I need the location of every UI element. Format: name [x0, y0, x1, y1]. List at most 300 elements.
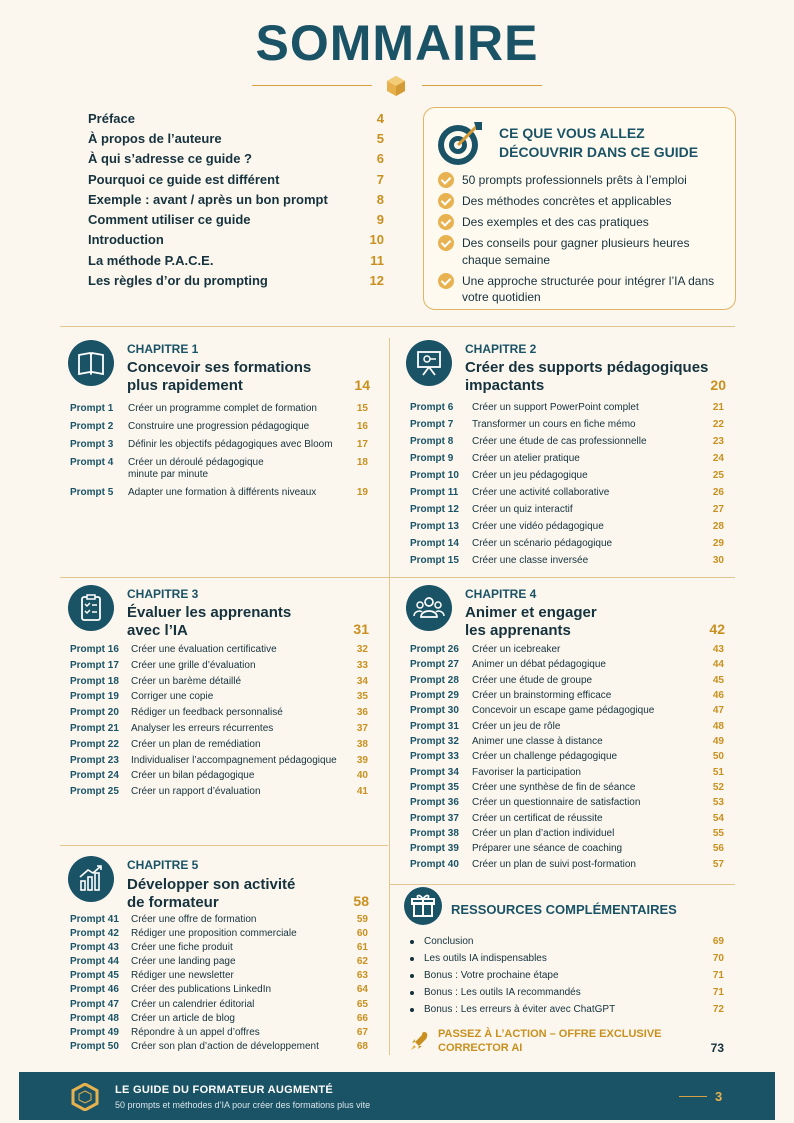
- prompt-number: Prompt 29: [410, 690, 459, 702]
- resources-title: RESSOURCES COMPLÉMENTAIRES: [451, 902, 677, 917]
- footer-title: LE GUIDE DU FORMATEUR AUGMENTÉ: [115, 1084, 333, 1096]
- prompt-row[interactable]: [70, 956, 368, 970]
- prompt-row[interactable]: [410, 843, 724, 858]
- resource-row[interactable]: [410, 933, 724, 950]
- discover-title-line2: DÉCOUVRIR DANS CE GUIDE: [499, 144, 699, 160]
- prompt-page: 56: [712, 843, 724, 855]
- prompt-page: 32: [356, 644, 368, 655]
- prompt-number: Prompt 37: [410, 812, 459, 824]
- prompt-title: Créer un calendrier éditorial: [131, 998, 255, 1010]
- resource-page: 71: [712, 970, 724, 981]
- prompt-row[interactable]: [70, 487, 368, 505]
- toc-label: Pourquoi ce guide est différent: [88, 171, 280, 187]
- prompt-title: Créer une étude de cas professionnelle: [472, 436, 647, 447]
- chapter-label: CHAPITRE 4: [465, 587, 537, 601]
- toc-row[interactable]: [88, 209, 384, 229]
- prompt-title: Créer une synthèse de fin de séance: [472, 782, 636, 794]
- prompt-title: Rédiger une proposition commerciale: [131, 928, 297, 940]
- prompt-number: Prompt 33: [410, 751, 459, 763]
- prompt-row[interactable]: [410, 828, 724, 843]
- prompt-title: Créer une fiche produit: [131, 942, 233, 954]
- prompt-number: Prompt 39: [410, 843, 459, 855]
- prompt-row[interactable]: [410, 419, 724, 436]
- discover-item-text: Des exemples et des cas pratiques: [462, 215, 649, 229]
- prompt-row[interactable]: [410, 555, 724, 572]
- prompt-row[interactable]: [410, 453, 724, 470]
- prompt-list: [70, 914, 368, 1055]
- prompt-row[interactable]: [70, 928, 368, 942]
- prompt-page: 15: [356, 403, 368, 414]
- cta-line2: CORRECTOR AI: [438, 1042, 523, 1054]
- discover-item-text: Des méthodes concrètes et applicables: [462, 194, 672, 208]
- prompt-number: Prompt 35: [410, 782, 459, 794]
- prompt-row[interactable]: [410, 705, 724, 720]
- prompt-title: Individualiser l’accompagnement pédagogique: [131, 754, 337, 766]
- prompt-title: Créer une offre de formation: [131, 914, 257, 925]
- prompt-page: 62: [356, 956, 368, 968]
- prompt-row[interactable]: [410, 675, 724, 690]
- prompt-number: Prompt 46: [70, 984, 119, 996]
- prompt-row[interactable]: [70, 1013, 368, 1027]
- prompt-page: 30: [712, 555, 724, 566]
- presentation-board-icon: [406, 340, 452, 386]
- toc-label: Les règles d’or du prompting: [88, 273, 268, 289]
- prompt-row[interactable]: [70, 942, 368, 956]
- prompt-list: [70, 403, 368, 505]
- check-icon: [438, 273, 454, 289]
- bullet-icon: [410, 974, 414, 978]
- front-matter-toc: [88, 108, 384, 291]
- footer-page-number: 3: [715, 1089, 723, 1104]
- chapter-label: CHAPITRE 2: [465, 342, 537, 356]
- prompt-title: Créer une vidéo pédagogique: [472, 521, 604, 532]
- prompt-page: 39: [356, 754, 368, 766]
- prompt-page: 46: [712, 690, 724, 702]
- prompt-title: Créer un atelier pratique: [472, 453, 580, 464]
- discover-item: [438, 193, 728, 210]
- check-icon: [438, 172, 454, 188]
- footer-line: [679, 1096, 707, 1097]
- toc-row[interactable]: [88, 189, 384, 209]
- rocket-icon: [410, 1030, 430, 1052]
- prompt-row[interactable]: [410, 402, 724, 419]
- prompt-number: Prompt 30: [410, 705, 459, 717]
- prompt-row[interactable]: [70, 770, 368, 786]
- discover-item: [438, 235, 728, 268]
- prompt-row[interactable]: [70, 755, 368, 771]
- open-book-icon: [68, 340, 114, 386]
- cta-page: 73: [710, 1041, 724, 1055]
- prompt-page: 29: [712, 538, 724, 549]
- prompt-row[interactable]: [70, 691, 368, 707]
- prompt-row[interactable]: [410, 470, 724, 487]
- chapter-page: 31: [353, 621, 369, 637]
- prompt-title: Créer une landing page: [131, 956, 236, 968]
- toc-page: 4: [376, 110, 384, 126]
- page-title: SOMMAIRE: [255, 15, 539, 71]
- prompt-number: Prompt 26: [410, 644, 459, 655]
- prompt-number: Prompt 3: [70, 439, 114, 450]
- divider: [60, 577, 735, 578]
- toc-page: 8: [376, 191, 384, 207]
- prompt-number: Prompt 10: [410, 470, 459, 481]
- prompt-number: Prompt 47: [70, 998, 119, 1010]
- prompt-title: Créer une classe inversée: [472, 555, 589, 566]
- prompt-page: 16: [356, 421, 368, 432]
- resource-title: Les outils IA indispensables: [424, 953, 547, 964]
- prompt-row[interactable]: [410, 521, 724, 538]
- prompt-row[interactable]: [410, 797, 724, 812]
- toc-page: 12: [369, 273, 384, 289]
- prompt-title: Créer un quiz interactif: [472, 504, 573, 515]
- prompt-row[interactable]: [70, 707, 368, 723]
- prompt-page: 21: [712, 402, 724, 413]
- toc-label: Préface: [88, 110, 135, 126]
- prompt-page: 64: [356, 984, 368, 996]
- prompt-number: Prompt 22: [70, 738, 119, 750]
- prompt-number: Prompt 36: [410, 797, 459, 809]
- prompt-row[interactable]: [70, 1027, 368, 1041]
- prompt-title: Créer une étude de groupe: [472, 674, 593, 686]
- chapter-title-line1: Animer et engager: [465, 604, 597, 621]
- prompt-number: Prompt 1: [70, 403, 114, 414]
- prompt-page: 68: [356, 1040, 368, 1052]
- prompt-page: 28: [712, 521, 724, 532]
- chapter-title-line1: Développer son activité: [127, 876, 296, 893]
- prompt-number: Prompt 15: [410, 555, 459, 566]
- divider: [60, 845, 388, 846]
- resource-title: Conclusion: [424, 936, 474, 947]
- chapter-label: CHAPITRE 3: [127, 587, 199, 601]
- footer-subtitle: 50 prompts et méthodes d’IA pour créer des formations plus vite: [115, 1100, 371, 1110]
- prompt-row[interactable]: [410, 721, 724, 736]
- chapter-page: 42: [709, 621, 725, 637]
- prompt-title: Créer un bilan pédagogique: [131, 770, 255, 782]
- prompt-title: Animer un débat pédagogique: [472, 659, 606, 671]
- prompt-number: Prompt 9: [410, 453, 454, 464]
- prompt-list: [410, 644, 724, 874]
- prompt-page: 34: [356, 675, 368, 687]
- divider: [390, 884, 735, 885]
- prompt-title: Favoriser la participation: [472, 766, 581, 778]
- prompt-page: 37: [356, 722, 368, 734]
- bullet-icon: [410, 940, 414, 944]
- group-people-icon: [406, 585, 452, 631]
- prompt-row[interactable]: [70, 644, 368, 660]
- prompt-number: Prompt 48: [70, 1012, 119, 1024]
- cta-text[interactable]: [438, 1027, 662, 1055]
- toc-row[interactable]: [88, 128, 384, 148]
- prompt-row[interactable]: [70, 457, 368, 487]
- prompt-title: Créer une grille d’évaluation: [131, 659, 256, 671]
- prompt-title: Créer un brainstorming efficace: [472, 690, 612, 702]
- hexagon-logo-icon: [71, 1083, 99, 1111]
- toc-row[interactable]: [88, 149, 384, 169]
- footer-bar: [19, 1072, 775, 1120]
- prompt-list: [70, 644, 368, 802]
- resource-row[interactable]: [410, 1001, 724, 1018]
- bullet-icon: [410, 991, 414, 995]
- bullet-icon: [410, 957, 414, 961]
- prompt-row[interactable]: [70, 914, 368, 928]
- chapter-title[interactable]: [127, 359, 311, 395]
- prompt-title: Transformer un cours en fiche mémo: [472, 419, 636, 430]
- prompt-number: Prompt 28: [410, 674, 459, 686]
- resource-row[interactable]: [410, 950, 724, 967]
- chapter-title[interactable]: [127, 876, 295, 912]
- prompt-row[interactable]: [70, 439, 368, 457]
- prompt-title: Concevoir un escape game pédagogique: [472, 705, 655, 717]
- prompt-title: Créer un jeu pédagogique: [472, 470, 588, 481]
- discover-item: [438, 172, 728, 189]
- prompt-page: 57: [712, 858, 724, 870]
- prompt-page: 59: [356, 914, 368, 925]
- check-icon: [438, 193, 454, 209]
- prompt-number: Prompt 20: [70, 707, 119, 719]
- gift-icon: [404, 887, 442, 925]
- prompt-page: 66: [356, 1012, 368, 1024]
- toc-page: 10: [369, 232, 384, 248]
- prompt-row[interactable]: [410, 504, 724, 521]
- prompt-page: 36: [356, 707, 368, 719]
- prompt-row[interactable]: [70, 786, 368, 802]
- prompt-number: Prompt 7: [410, 419, 454, 430]
- toc-page: 6: [376, 151, 384, 167]
- prompt-page: 38: [356, 738, 368, 750]
- prompt-row[interactable]: [410, 813, 724, 828]
- prompt-page: 40: [356, 770, 368, 782]
- prompt-page: 25: [712, 470, 724, 481]
- chapter-title-line2: impactants: [465, 377, 545, 394]
- prompt-title: Corriger une copie: [131, 691, 214, 703]
- prompt-title: Créer une évaluation certificative: [131, 644, 277, 655]
- chapter-title-line1: Créer des supports pédagogiques: [465, 359, 709, 376]
- prompt-row[interactable]: [70, 1041, 368, 1055]
- resource-page: 72: [712, 1004, 724, 1015]
- discover-box: [423, 107, 736, 310]
- prompt-page: 44: [712, 659, 724, 671]
- toc-label: À propos de l’auteure: [88, 130, 222, 146]
- chapter-title-line2: les apprenants: [465, 622, 571, 639]
- chapter-title-line2: de formateur: [127, 894, 219, 911]
- toc-page: 9: [376, 212, 384, 228]
- prompt-row[interactable]: [70, 984, 368, 998]
- chapter-title-line2: avec l’IA: [127, 622, 188, 639]
- prompt-page: 33: [356, 659, 368, 671]
- chapter-title[interactable]: [127, 604, 291, 640]
- prompt-number: Prompt 4: [70, 457, 114, 468]
- target-icon: [436, 118, 486, 168]
- toc-row[interactable]: [88, 169, 384, 189]
- prompt-number: Prompt 18: [70, 675, 119, 687]
- toc-page: 7: [376, 171, 384, 187]
- prompt-number: Prompt 40: [410, 858, 459, 870]
- prompt-page: 50: [712, 751, 724, 763]
- resource-title: Bonus : Votre prochaine étape: [424, 970, 559, 981]
- prompt-page: 26: [712, 487, 724, 498]
- prompt-title: Créer son plan d’action de développement: [131, 1040, 319, 1052]
- prompt-title: Créer un questionnaire de satisfaction: [472, 797, 641, 809]
- prompt-page: 51: [712, 766, 724, 778]
- prompt-page: 65: [356, 998, 368, 1010]
- prompt-page: 55: [712, 828, 724, 840]
- prompt-title: Rédiger une newsletter: [131, 970, 234, 982]
- chapter-page: 58: [353, 893, 369, 909]
- toc-row[interactable]: [88, 108, 384, 128]
- toc-label: À qui s’adresse ce guide ?: [88, 151, 252, 167]
- prompt-title: Créer des publications LinkedIn: [131, 984, 272, 996]
- prompt-row[interactable]: [410, 644, 724, 659]
- prompt-number: Prompt 14: [410, 538, 459, 549]
- prompt-page: 49: [712, 736, 724, 748]
- prompt-row[interactable]: [410, 782, 724, 797]
- prompt-page: 17: [356, 439, 368, 450]
- prompt-number: Prompt 21: [70, 722, 119, 734]
- prompt-row[interactable]: [70, 421, 368, 439]
- prompt-title: Créer un plan d’action individuel: [472, 828, 615, 840]
- checklist-clipboard-icon: [68, 585, 114, 631]
- chapter-page: 20: [710, 377, 726, 393]
- prompt-row[interactable]: [410, 436, 724, 453]
- prompt-page: 54: [712, 812, 724, 824]
- prompt-number: Prompt 13: [410, 521, 459, 532]
- prompt-title: Créer un plan de suivi post-formation: [472, 858, 636, 870]
- prompt-row[interactable]: [70, 660, 368, 676]
- prompt-number: Prompt 31: [410, 720, 459, 732]
- resource-row[interactable]: [410, 967, 724, 984]
- chapter-page: 14: [354, 377, 370, 393]
- discover-item-text: Des conseils pour gagner plusieurs heures chaque semaine: [462, 236, 690, 267]
- prompt-page: 52: [712, 782, 724, 794]
- prompt-row[interactable]: [410, 690, 724, 705]
- prompt-number: Prompt 8: [410, 436, 454, 447]
- prompt-title: Créer un support PowerPoint complet: [472, 402, 639, 413]
- prompt-page: 61: [356, 942, 368, 954]
- prompt-page: 53: [712, 797, 724, 809]
- prompt-title: Adapter une formation à différents niveaux: [128, 487, 317, 498]
- prompt-number: Prompt 32: [410, 736, 459, 748]
- prompt-row[interactable]: [410, 767, 724, 782]
- prompt-title: Créer un barème détaillé: [131, 675, 242, 687]
- prompt-title: Créer un programme complet de formation: [128, 403, 317, 414]
- prompt-row[interactable]: [70, 403, 368, 421]
- prompt-number: Prompt 17: [70, 659, 119, 671]
- prompt-page: 60: [356, 928, 368, 940]
- toc-row[interactable]: [88, 270, 384, 290]
- resources-list: [410, 933, 724, 1018]
- prompt-title: Construire une progression pédagogique: [128, 421, 310, 432]
- prompt-number: Prompt 50: [70, 1040, 119, 1052]
- prompt-title: Animer une classe à distance: [472, 736, 603, 748]
- toc-row[interactable]: [88, 230, 384, 250]
- prompt-title: Préparer une séance de coaching: [472, 843, 623, 855]
- prompt-number: Prompt 16: [70, 644, 119, 655]
- prompt-row[interactable]: [410, 659, 724, 674]
- title-divider: [252, 75, 542, 97]
- toc-row[interactable]: [88, 250, 384, 270]
- chapter-title[interactable]: [465, 359, 708, 395]
- discover-item-text: 50 prompts professionnels prêts à l’emploi: [462, 173, 687, 187]
- chapter-title-line2: plus rapidement: [127, 377, 243, 394]
- prompt-row[interactable]: [70, 739, 368, 755]
- prompt-title: Créer un déroulé pédagogique minute par minute: [128, 457, 264, 480]
- prompt-row[interactable]: [70, 676, 368, 692]
- prompt-page: 35: [356, 691, 368, 703]
- hexagon-gem-icon: [385, 75, 407, 97]
- prompt-row[interactable]: [70, 970, 368, 984]
- prompt-page: 43: [712, 644, 724, 655]
- prompt-page: 19: [356, 487, 368, 498]
- chapter-title-line1: Concevoir ses formations: [127, 359, 312, 376]
- prompt-number: Prompt 38: [410, 828, 459, 840]
- prompt-page: 24: [712, 453, 724, 464]
- check-icon: [438, 214, 454, 230]
- discover-item: [438, 214, 728, 231]
- prompt-title: Créer une activité collaborative: [472, 487, 610, 498]
- chapter-label: CHAPITRE 5: [127, 858, 199, 872]
- prompt-page: 47: [712, 705, 724, 717]
- discover-title-line1: CE QUE VOUS ALLEZ: [499, 125, 645, 141]
- prompt-title: Créer un scénario pédagogique: [472, 538, 613, 549]
- prompt-row[interactable]: [410, 859, 724, 874]
- prompt-number: Prompt 23: [70, 754, 119, 766]
- prompt-number: Prompt 44: [70, 956, 119, 968]
- prompt-title: Créer un jeu de rôle: [472, 720, 561, 732]
- prompt-title: Répondre à un appel d’offres: [131, 1026, 260, 1038]
- prompt-page: 45: [712, 674, 724, 686]
- prompt-list: [410, 402, 724, 572]
- resource-page: 69: [712, 936, 724, 947]
- toc-label: Introduction: [88, 232, 164, 248]
- prompt-number: Prompt 19: [70, 691, 119, 703]
- prompt-number: Prompt 45: [70, 970, 119, 982]
- prompt-number: Prompt 24: [70, 770, 119, 782]
- prompt-number: Prompt 11: [410, 487, 459, 498]
- prompt-title: Définir les objectifs pédagogiques avec Bloom: [128, 439, 333, 450]
- prompt-number: Prompt 49: [70, 1026, 119, 1038]
- toc-page: 5: [376, 130, 384, 146]
- prompt-row[interactable]: [70, 999, 368, 1013]
- resource-page: 70: [712, 953, 724, 964]
- column-divider: [389, 338, 390, 1055]
- prompt-title: Créer un plan de remédiation: [131, 738, 261, 750]
- check-icon: [438, 235, 454, 251]
- prompt-row[interactable]: [410, 751, 724, 766]
- discover-item: [438, 273, 728, 306]
- chapter-title-line1: Évaluer les apprenants: [127, 604, 292, 621]
- prompt-number: Prompt 27: [410, 659, 459, 671]
- prompt-title: Rédiger un feedback personnalisé: [131, 707, 283, 719]
- prompt-row[interactable]: [70, 723, 368, 739]
- prompt-title: Créer un challenge pédagogique: [472, 751, 618, 763]
- prompt-number: Prompt 42: [70, 928, 119, 940]
- prompt-number: Prompt 5: [70, 487, 114, 498]
- toc-label: Comment utiliser ce guide: [88, 212, 251, 228]
- prompt-page: 48: [712, 720, 724, 732]
- prompt-page: 23: [712, 436, 724, 447]
- prompt-row[interactable]: [410, 538, 724, 555]
- prompt-row[interactable]: [410, 487, 724, 504]
- resource-row[interactable]: [410, 984, 724, 1001]
- chapter-title[interactable]: [465, 604, 597, 640]
- resource-title: Bonus : Les erreurs à éviter avec ChatGPT: [424, 1004, 616, 1015]
- prompt-number: Prompt 25: [70, 786, 119, 798]
- discover-list: [438, 172, 728, 310]
- prompt-title: Créer un icebreaker: [472, 644, 561, 655]
- chapter-label: CHAPITRE 1: [127, 342, 199, 356]
- prompt-row[interactable]: [410, 736, 724, 751]
- prompt-page: 67: [356, 1026, 368, 1038]
